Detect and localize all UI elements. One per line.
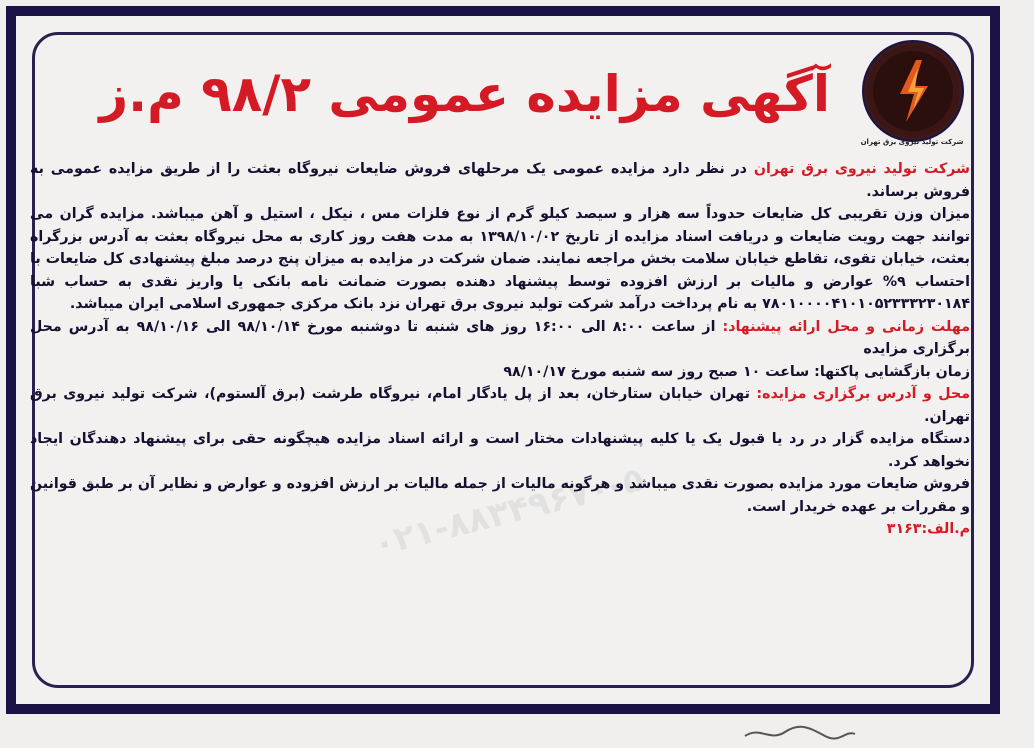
notice-title: آگهی مزایده عمومی ۹۸/۲ م.ز	[99, 65, 830, 123]
location-label: محل و آدرس برگزاری مزایده:	[756, 386, 970, 402]
notice-body	[30, 158, 970, 541]
handwritten-scribble	[740, 722, 860, 744]
paragraph-intro	[30, 158, 970, 203]
reference-code: م.الف:۳۱۶۳	[886, 521, 970, 537]
paragraph-location	[30, 383, 970, 428]
company-logo	[862, 40, 964, 142]
logo-caption: شرکت تولید نیروی برق تهران	[860, 138, 964, 146]
company-name: شرکت تولید نیروی برق تهران	[753, 161, 971, 177]
paragraph-details: میزان وزن تقریبی کل ضایعات حدوداً سه هزار و سیصد کیلو گرم از نوع فلزات مس ، نیکل ، استیل و آهن میباشد. مزایده گران می توانند جهت رویت ضایعات و دریافت اسناد مزایده از تاریخ ۱۳۹۸/۱۰/۰۲ به مدت هفت روز کاری به محل نیروگاه بعثت به آدرس بزرگراه بعثت، خیابان تقوی، تقاطع خیابان سلامت بخش مراجعه نمایند. ضمان شرکت در مزایده به میزان پنج درصد مبلغ پیشنهادی کل ضایعات با احتساب ۹% عوارض و مالیات بر ارزش افزوده توسط پیشنهاد دهنده بصورت ضمانت نامه بانکی یا واریز نقدی به حساب شبا ۷۸۰۱۰۰۰۰۴۱۰۱۰۵۲۳۳۳۲۳۰۱۸۴ به نام پرداخت درآمد شرکت تولید نیروی برق تهران نزد بانک مرکزی جمهوری اسلامی ایران میباشد.	[30, 206, 970, 312]
paragraph-opening: زمان بازگشایی پاکتها: ساعت ۱۰ صبح روز سه شنبه مورخ ۹۸/۱۰/۱۷	[503, 363, 970, 380]
deadline-text: از ساعت ۸:۰۰ الی ۱۶:۰۰ روز های شنبه تا دوشنبه مورخ ۹۸/۱۰/۱۴ الی ۹۸/۱۰/۱۶ به آدرس محل برگزاری مزایده	[30, 318, 970, 357]
paragraph-rights: دستگاه مزایده گزار در رد یا قبول یک یا کلیه پیشنهادات مختار است و ارائه اسناد مزایده هیچگونه حقی برای پیشنهاد دهندگان ایجاد نخواهد کرد.	[30, 431, 970, 470]
watermark-phone: ۰۲۱-۸۸۳۴۹۶۷۰-۵	[369, 459, 648, 565]
intro-text: در نظر دارد مزایده عمومی یک مرحلهای فروش ضایعات نیروگاه بعثت را از طریق مزایده عمومی به فروش برساند.	[30, 161, 970, 200]
paragraph-payment: فروش ضایعات مورد مزایده بصورت نقدی میباشد و هرگونه مالیات از جمله مالیات بر ارزش افزوده و عوارض و نظایر آن بر طبق قوانین و مقررات بر عهده خریدار است.	[30, 476, 970, 515]
location-text: تهران خیابان ستارخان، بعد از پل یادگار امام، نیروگاه طرشت (برق آلستوم)، شرکت تولید نیروی برق تهران.	[30, 386, 970, 425]
lightning-flame-icon	[864, 42, 962, 140]
deadline-label: مهلت زمانی و محل ارائه پیشنهاد:	[722, 318, 970, 335]
paragraph-deadline	[30, 316, 970, 361]
